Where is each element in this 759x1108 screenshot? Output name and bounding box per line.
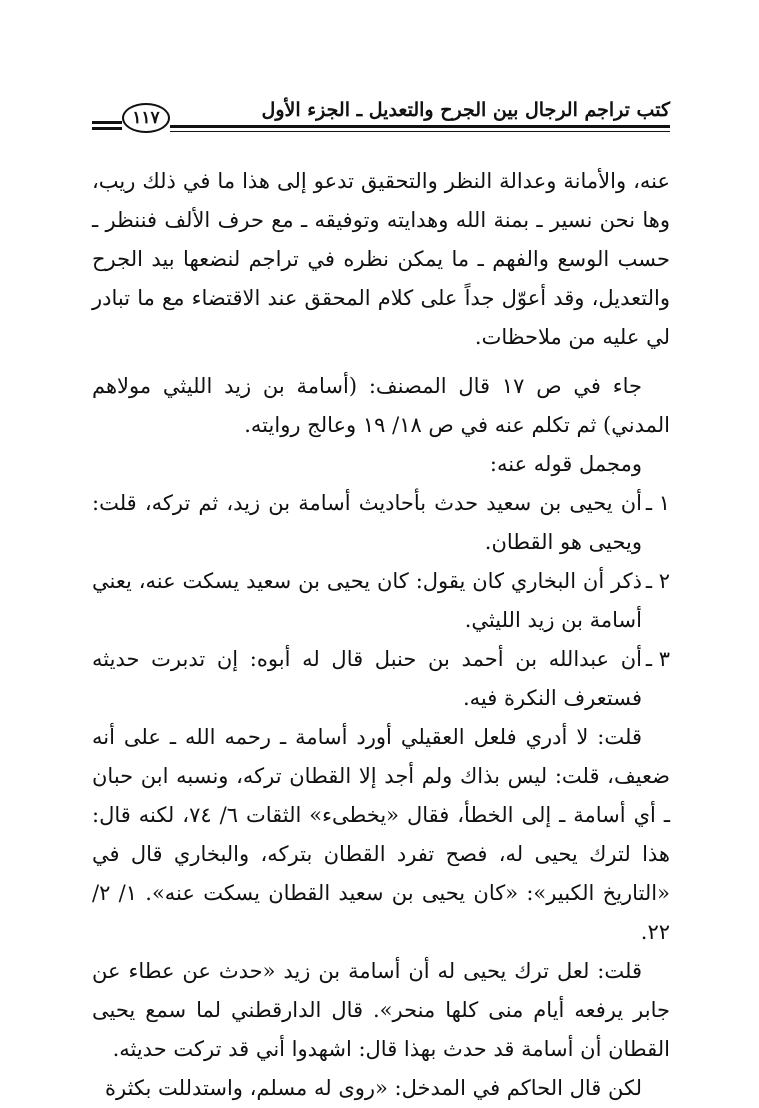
page-header bbox=[92, 95, 670, 139]
commentary-paragraph: قلت: لا أدري فلعل العقيلي أورد أسامة ـ رحمه الله ـ على أنه ضعيف، قلت: ليس بذاك ولم أجد إلا القطان تركه، ونسبه ابن حبان ـ أي أسامة ـ إلى الخطأ، فقال «يخطىء» الثقات ٦/ ٧٤، لكنه قال: هذا لترك يحيى له، فصح تفرد القطان بتركه، والبخاري قال في «التاريخ الكبير»: «كان يحيى بن سعيد القطان يسكت عنه». ١/ ٢/ ٢٢. bbox=[92, 725, 670, 944]
entry-intro-paragraph: جاء في ص ١٧ قال المصنف: (أسامة بن زيد الليثي مولاهم المدني) ثم تكلم عنه في ص ١٨/ ١٩ وعالج روايته. bbox=[92, 374, 670, 437]
item-number: ١ ـ bbox=[645, 491, 670, 515]
list-item bbox=[92, 484, 670, 562]
commentary-paragraph: قلت: لعل ترك يحيى له أن أسامة بن زيد «حدث عن عطاء عن جابر يرفعه أيام منى كلها منحر». قال الدارقطني لما سمع يحيى القطان أن أسامة قد حدث بهذا قال: اشهدوا أني قد تركت حديثه. bbox=[92, 959, 670, 1061]
list-item bbox=[92, 562, 670, 640]
header-rule bbox=[170, 125, 670, 128]
page-body bbox=[92, 162, 670, 1108]
header-rule bbox=[92, 121, 122, 124]
page-number: ١١٧ bbox=[122, 103, 170, 133]
commentary-paragraph: لكن قال الحاكم في المدخل: «روى له مسلم، واستدللت بكثرة bbox=[105, 1076, 642, 1100]
summary-lead: ومجمل قوله عنه: bbox=[489, 452, 642, 476]
running-title: كتب تراجم الرجال بين الجرح والتعديل ـ الجزء الأول bbox=[261, 99, 670, 121]
item-number: ٢ ـ bbox=[645, 569, 670, 593]
list-item bbox=[92, 640, 670, 718]
item-text: أن عبدالله بن أحمد بن حنبل قال له أبوه: إن تدبرت حديثه فستعرف النكرة فيه. bbox=[92, 647, 642, 710]
header-rule bbox=[92, 127, 122, 130]
item-text: ذكر أن البخاري كان يقول: كان يحيى بن سعيد يسكت عنه، يعني أسامة بن زيد الليثي. bbox=[92, 569, 642, 632]
item-number: ٣ ـ bbox=[645, 647, 670, 671]
intro-paragraph: عنه، والأمانة وعدالة النظر والتحقيق تدعو إلى هذا ما في ذلك ريب، وها نحن نسير ـ بمنة الله وهدايته وتوفيقه ـ مع حرف الألف فننظر ـ حسب الوسع والفهم ـ ما يمكن نظره في تراجم لنضعها بيد الجرح والتعديل، وقد أعوّل جداً على كلام المحقق عند الاقتضاء مع ما تبادر لي عليه من ملاحظات. bbox=[92, 169, 670, 349]
header-rule bbox=[170, 131, 670, 132]
item-text: أن يحيى بن سعيد حدث بأحاديث أسامة بن زيد، ثم تركه، قلت: ويحيى هو القطان. bbox=[92, 491, 642, 554]
